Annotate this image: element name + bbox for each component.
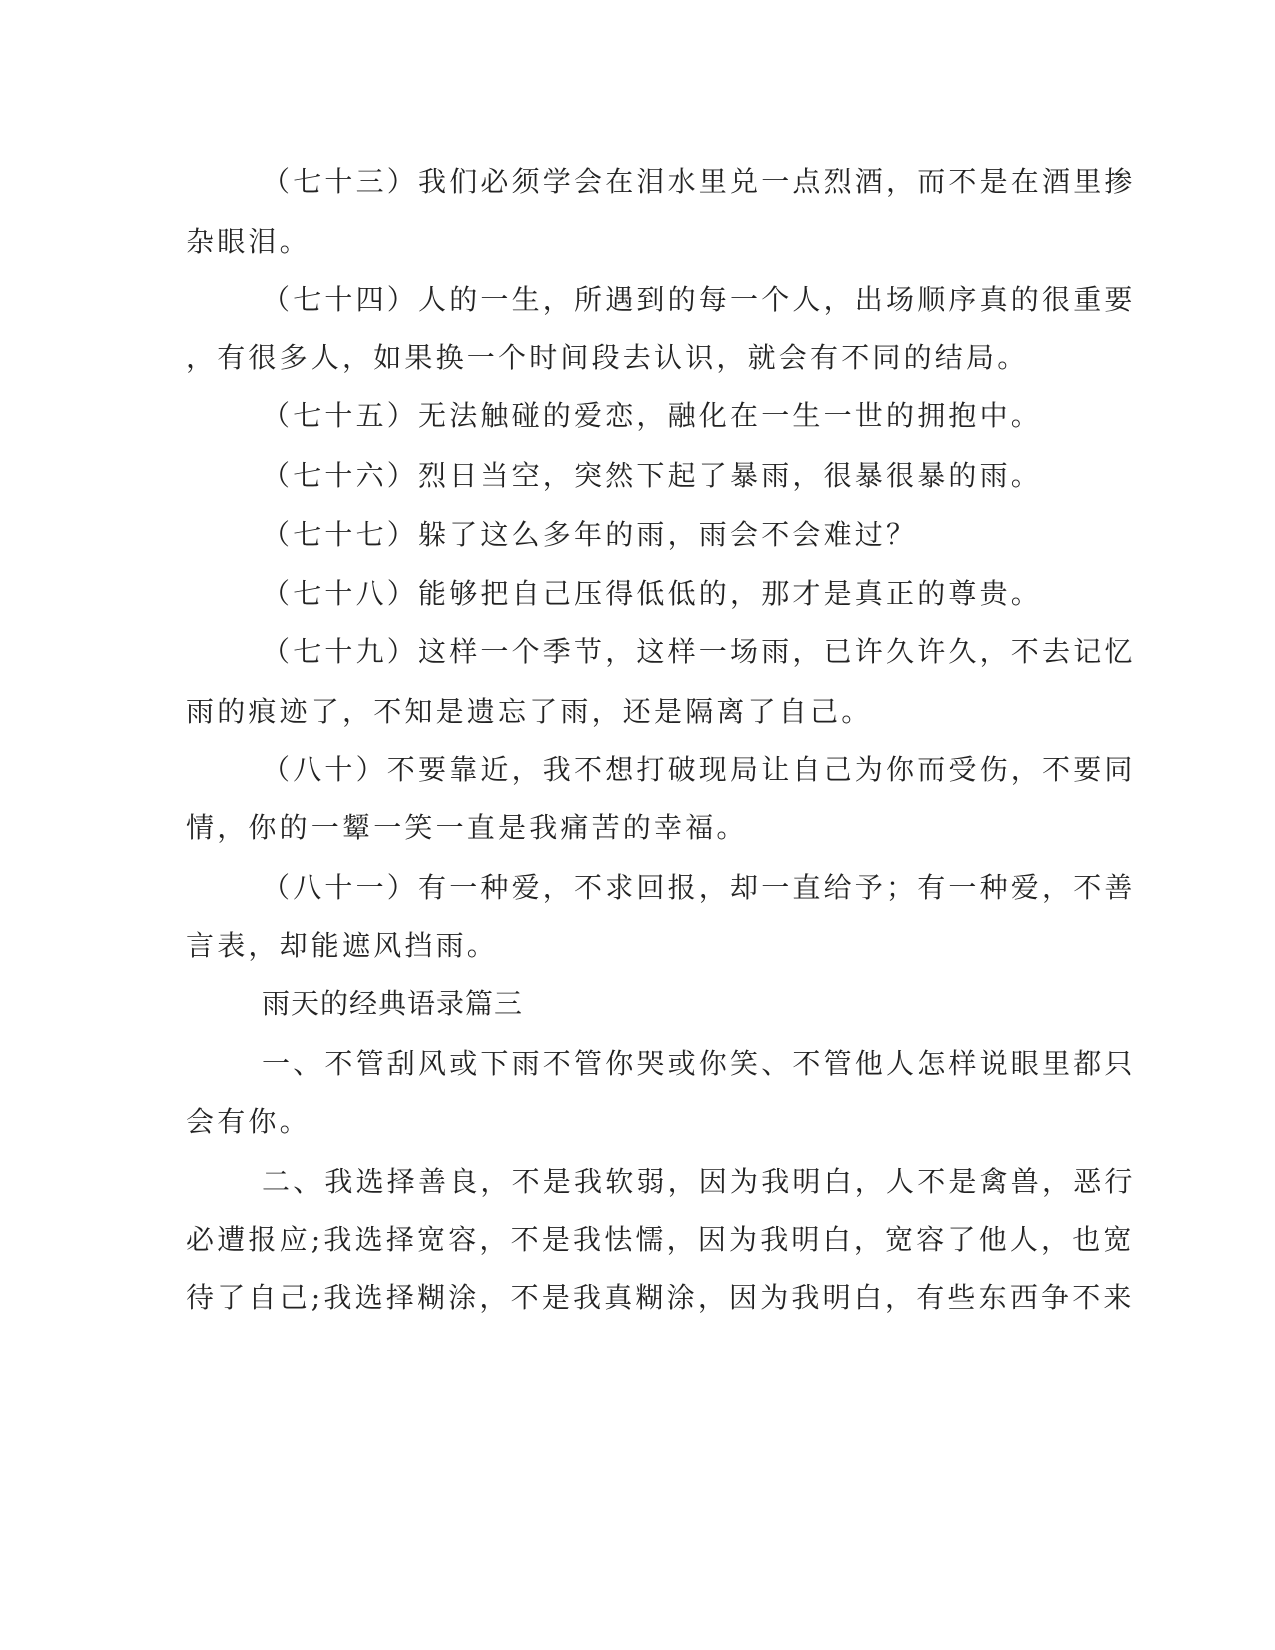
paragraph-81-line-2: 言表，却能遮风挡雨。 [186,929,499,962]
paragraph-73-line-1: （七十三）我们必须学会在泪水里兑一点烈酒，而不是在酒里掺 [262,165,1136,198]
paragraph-74-line-1: （七十四）人的一生，所遇到的每一个人，出场顺序真的很重要 [262,283,1136,316]
item-2-line-2: 必遭报应;我选择宽容，不是我怯懦，因为我明白，宽容了他人，也宽 [186,1223,1135,1256]
paragraph-79-line-1: （七十九）这样一个季节，这样一场雨，已许久许久，不去记忆 [262,635,1136,668]
paragraph-78: （七十八）能够把自己压得低低的，那才是真正的尊贵。 [262,577,1043,610]
paragraph-75: （七十五）无法触碰的爱恋，融化在一生一世的拥抱中。 [262,399,1043,432]
paragraph-81-line-1: （八十一）有一种爱，不求回报，却一直给予；有一种爱，不善 [262,871,1136,904]
paragraph-73-line-2: 杂眼泪。 [186,225,311,258]
item-2-line-1: 二、我选择善良，不是我软弱，因为我明白，人不是禽兽，恶行 [262,1165,1136,1198]
paragraph-80-line-2: 情，你的一颦一笑一直是我痛苦的幸福。 [186,811,748,844]
paragraph-80-line-1: （八十）不要靠近，我不想打破现局让自己为你而受伤，不要同 [262,753,1136,786]
item-2-line-3: 待了自己;我选择糊涂，不是我真糊涂，因为我明白，有些东西争不来 [186,1281,1135,1314]
paragraph-79-line-2: 雨的痕迹了，不知是遗忘了雨，还是隔离了自己。 [186,695,873,728]
section-heading: 雨天的经典语录篇三 [262,987,524,1020]
item-1-line-1: 一、不管刮风或下雨不管你哭或你笑、不管他人怎样说眼里都只 [262,1047,1136,1080]
paragraph-77: （七十七）躲了这么多年的雨，雨会不会难过？ [262,518,918,551]
paragraph-74-line-2: ，有很多人，如果换一个时间段去认识，就会有不同的结局。 [186,341,1029,374]
paragraph-76: （七十六）烈日当空，突然下起了暴雨，很暴很暴的雨。 [262,459,1043,492]
item-1-line-2: 会有你。 [186,1105,311,1138]
